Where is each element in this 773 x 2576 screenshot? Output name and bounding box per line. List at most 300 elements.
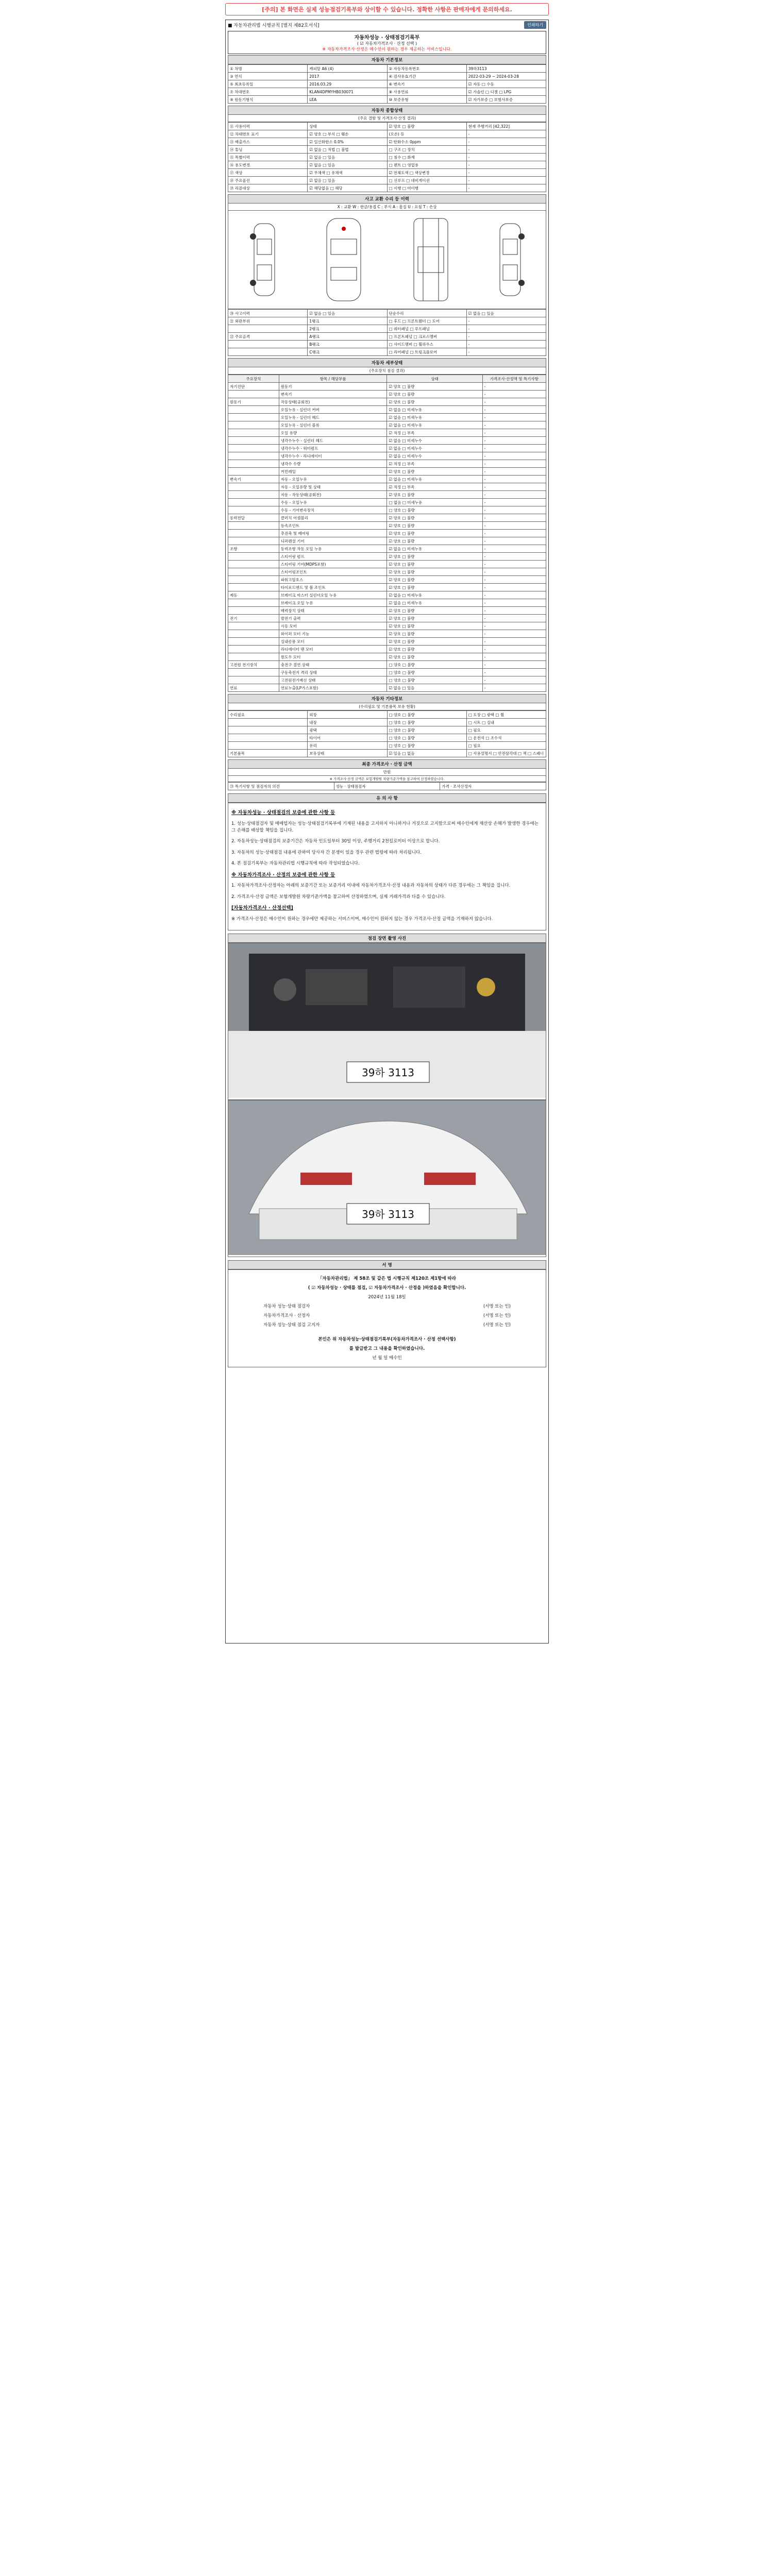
sign-text-1: 「자동차관리법」 제 58조 및 같은 법 시행규칙 제120조 제1항에 따라: [318, 1276, 456, 1281]
basic-info-cell: ⑩ 보증유형: [387, 96, 466, 104]
detail-cell: ☑ 없음 □ 미세누유: [387, 406, 482, 414]
options-cell: □ 사용설명서 □ 안전삼각대 □ 잭 □ 스패너: [466, 750, 546, 757]
signer-2-sign[interactable]: (서명 또는 인): [483, 1313, 511, 1318]
damage-cell: -: [466, 333, 546, 341]
detail-cell: [228, 576, 279, 584]
detail-cell: ☑ 양호 □ 불량: [387, 468, 482, 476]
status-cell: ☑ 일산화탄소 0.0%: [308, 138, 387, 146]
detail-column-header: 가격조사·산정액 및 특기사항: [482, 375, 546, 383]
print-button[interactable]: 인쇄하기: [524, 21, 546, 29]
options-row: [228, 726, 546, 734]
detail-cell: 자기진단: [228, 383, 279, 391]
detail-cell: -: [482, 615, 546, 622]
status-cell: □ 선루프 □ 네비게이션: [387, 177, 466, 184]
status-cell: 현재 주행거리 [42,322]: [466, 123, 546, 130]
damage-legend: X : 교환 W : 판금/용접 C : 부식 A : 흠집 U : 요철 T : 손상: [228, 204, 546, 211]
detail-cell: ☑ 양호 □ 불량: [387, 383, 482, 391]
detail-cell: 타이로드엔드 및 볼 조인트: [279, 584, 387, 591]
detail-cell: ☑ 없음 □ 미세누유: [387, 591, 482, 599]
price-section: [228, 759, 546, 790]
damage-cell: 1랭크: [308, 317, 387, 325]
detail-cell: ☑ 없음 □ 미세누수: [387, 452, 482, 460]
detail-row: [228, 661, 546, 669]
status-cell: ☑ 없음 □ 있음: [308, 161, 387, 169]
basic-info-cell: KLAN4DPMYHB030071: [308, 88, 387, 96]
detail-cell: 작동상태(공회전): [279, 398, 387, 406]
options-cell: □ 양호 □ 불량: [387, 726, 466, 734]
document-note: ※ 자동차가격조사·산정은 매수인이 원하는 경우 제공하는 서비스입니다.: [322, 47, 452, 52]
basic-info-cell: ⑧ 사용연료: [387, 88, 466, 96]
detail-cell: [228, 391, 279, 398]
notes-paragraph: 1. 자동차가격조사·산정자는 아래의 보증기간 또는 보증거리 이내에 자동차가격조사·산정 내용과 자동차의 상태가 다른 경우에는 그 책임을 집니다.: [231, 883, 511, 888]
detail-cell: □ 양호 □ 불량: [387, 676, 482, 684]
detail-row: [228, 615, 546, 622]
detail-cell: [228, 460, 279, 468]
detail-row: [228, 599, 546, 607]
status-row: [228, 169, 546, 177]
document-subtitle: ( ☑ 자동차가격조사 · 산정 선택 ): [357, 41, 417, 46]
detail-cell: -: [482, 460, 546, 468]
sign-footer-3: 년 월 일 매수인: [372, 1355, 402, 1361]
status-cell: ⑰ 색상: [228, 169, 308, 177]
basic-info-row: [228, 73, 546, 80]
damage-cell: □ 후드 □ 프론트휀더 □ 도어: [387, 317, 466, 325]
detail-cell: 연료누출(LP가스포함): [279, 684, 387, 692]
detail-cell: 원동기: [228, 398, 279, 406]
options-cell: 보유상태: [308, 750, 387, 757]
status-cell: ☑ 전체도색 □ 색상변경: [387, 169, 466, 177]
price-value: 만원: [228, 769, 546, 776]
status-cell: -: [466, 138, 546, 146]
basic-info-row: [228, 88, 546, 96]
notes-heading-3: [자동차가격조사 · 산정선택]: [231, 905, 293, 911]
options-subheader: (수리필요 및 기본품목 보유 현황): [228, 703, 546, 710]
detail-cell: -: [482, 561, 546, 568]
detail-cell: [228, 491, 279, 499]
detail-row: [228, 468, 546, 476]
detail-cell: 냉각수누수 - 워터펌프: [279, 445, 387, 452]
options-row: [228, 742, 546, 750]
basic-info-cell: ① 차명: [228, 65, 308, 73]
detail-table: [228, 375, 546, 692]
detail-cell: ☑ 양호 □ 불량: [387, 653, 482, 661]
basic-info-row: [228, 80, 546, 88]
options-cell: [228, 719, 308, 726]
status-cell: -: [466, 184, 546, 192]
detail-column-header: 주요장치: [228, 375, 279, 383]
detail-cell: ☑ 적정 □ 부족: [387, 429, 482, 437]
detail-cell: -: [482, 653, 546, 661]
options-cell: [228, 726, 308, 734]
status-cell: ☑ 무채색 □ 유채색: [308, 169, 387, 177]
detail-cell: 자동 - 작동상태(공회전): [279, 491, 387, 499]
options-cell: 기본품목: [228, 750, 308, 757]
options-row: [228, 750, 546, 757]
detail-cell: ☑ 양호 □ 불량: [387, 391, 482, 398]
options-cell: ☑ 있음 □ 없음: [387, 750, 466, 757]
signer-1-label: 자동차 성능·상태 점검자: [263, 1304, 310, 1309]
detail-cell: -: [482, 383, 546, 391]
detail-cell: 등속조인트: [279, 522, 387, 530]
signer-1-sign[interactable]: (서명 또는 인): [483, 1304, 511, 1309]
status-cell: ⑱ 주요옵션: [228, 177, 308, 184]
detail-cell: [228, 522, 279, 530]
notice-banner: [주의] 본 화면은 실제 성능점검기록부와 상이할 수 있습니다. 정확한 사항은 판매자에게 문의하세요.: [225, 3, 549, 15]
damage-row: [228, 317, 546, 325]
status-cell: ⑬ 배출가스: [228, 138, 308, 146]
detail-column-header: 항목 / 해당부품: [279, 375, 387, 383]
detail-cell: ☑ 없음 □ 미세누유: [387, 545, 482, 553]
detail-cell: ☑ 양호 □ 불량: [387, 646, 482, 653]
detail-cell: □ 양호 □ 불량: [387, 506, 482, 514]
detail-cell: [228, 653, 279, 661]
damage-section: [228, 194, 546, 356]
options-cell: [228, 742, 308, 750]
detail-cell: ☑ 양호 □ 불량: [387, 638, 482, 646]
basic-info-cell: ☑ 자동 □ 수동: [466, 80, 546, 88]
detail-cell: 파워고압호스: [279, 576, 387, 584]
damage-cell: □ 쿼터패널 □ 루프패널: [387, 325, 466, 333]
detail-cell: ☑ 없음 □ 미세누유: [387, 476, 482, 483]
detail-cell: -: [482, 414, 546, 421]
status-subheader: (주요 결함 및 가격조사·산정 결과): [228, 115, 546, 122]
damage-cell: -: [466, 317, 546, 325]
options-header: 자동차 기타정보: [228, 694, 546, 703]
detail-cell: [228, 646, 279, 653]
car-side-right-diagram: [495, 221, 526, 298]
basic-info-table: [228, 64, 546, 104]
detail-cell: 원동기: [279, 383, 387, 391]
notes-paragraph: 2. 가격조사·산정 금액은 보험개발원 차량기준가액을 참고하여 산정하였으며, 실제 거래가격과 다를 수 있습니다.: [231, 894, 446, 900]
detail-row: [228, 676, 546, 684]
price-note: ※ 가격조사·산정 금액은 보험개발원 차량기준가액을 참고하여 산정하였습니다.: [228, 776, 546, 782]
detail-cell: -: [482, 421, 546, 429]
detail-cell: -: [482, 522, 546, 530]
detail-cell: 충전구 절연 상태: [279, 661, 387, 669]
notes-paragraph: 1. 성능·상태점검자 및 매매업자는 성능·상태점검기록부에 기재된 내용을 고지하지 아니하거나 거짓으로 고지함으로써 매수인에게 재산상 손해가 발생한 경우에는 그 손해를 배상할 책임을 집니다.: [231, 821, 539, 833]
detail-row: [228, 506, 546, 514]
basic-info-cell: 2016.03.29: [308, 80, 387, 88]
basic-info-cell: 39하3113: [466, 65, 546, 73]
detail-cell: 고전원전기배선 상태: [279, 676, 387, 684]
basic-info-cell: 캐피탈 A6 (4): [308, 65, 387, 73]
detail-cell: -: [482, 530, 546, 537]
notes-header: 유 의 사 항: [228, 793, 546, 803]
damage-row: [228, 310, 546, 317]
detail-header: 자동차 세부상태: [228, 358, 546, 367]
options-cell: 외장: [308, 711, 387, 719]
car-top-diagram: [321, 216, 367, 303]
options-section: [228, 694, 546, 757]
detail-cell: 구동축전지 격리 상태: [279, 669, 387, 676]
status-cell: ☑ 없음 □ 있음: [308, 177, 387, 184]
damage-cell: C랭크: [308, 348, 387, 356]
detail-cell: -: [482, 576, 546, 584]
damage-cell: ☑ 없음 □ 있음: [308, 310, 387, 317]
detail-cell: [228, 638, 279, 646]
options-cell: □ 도장 □ 광택 □ 휠: [466, 711, 546, 719]
detail-cell: 발전기 출력: [279, 615, 387, 622]
options-table: [228, 710, 546, 757]
detail-cell: 전기: [228, 615, 279, 622]
photos-section: [226, 934, 548, 1257]
detail-row: [228, 537, 546, 545]
detail-cell: ☑ 양호 □ 불량: [387, 553, 482, 561]
detail-row: [228, 638, 546, 646]
detail-row: [228, 545, 546, 553]
damage-cell: □ 사이드멤버 □ 휠하우스: [387, 341, 466, 348]
detail-cell: ☑ 양호 □ 불량: [387, 561, 482, 568]
detail-row: [228, 445, 546, 452]
options-row: [228, 734, 546, 742]
detail-cell: -: [482, 568, 546, 576]
detail-cell: [228, 622, 279, 630]
detail-cell: 스티어링 기어(MDPS포함): [279, 561, 387, 568]
detail-cell: ☑ 양호 □ 불량: [387, 522, 482, 530]
detail-cell: -: [482, 445, 546, 452]
detail-cell: 라디에이터 팬 모터: [279, 646, 387, 653]
basic-info-cell: ⑨ 원동기형식: [228, 96, 308, 104]
status-cell: ☑ 없음 □ 적법 □ 불법: [308, 146, 387, 154]
detail-cell: [228, 499, 279, 506]
detail-cell: ☑ 양호 □ 불량: [387, 398, 482, 406]
detail-cell: ☑ 없음 □ 있음: [387, 684, 482, 692]
options-cell: □ 운전석 □ 조수석: [466, 734, 546, 742]
detail-cell: 시동 모터: [279, 622, 387, 630]
status-cell: -: [466, 169, 546, 177]
status-cell: ⑫ 차대번호 표기: [228, 130, 308, 138]
status-table: [228, 122, 546, 192]
detail-cell: ☑ 없음 □ 미세누수: [387, 445, 482, 452]
damage-cell: □ 프론트패널 □ 크로스멤버: [387, 333, 466, 341]
status-cell: □ 침수 □ 화재: [387, 154, 466, 161]
basic-info-cell: ⑤ 최초등록일: [228, 80, 308, 88]
detail-cell: -: [482, 622, 546, 630]
damage-cell: [228, 325, 308, 333]
detail-cell: -: [482, 630, 546, 638]
detail-cell: [228, 537, 279, 545]
detail-cell: □ 양호 □ 불량: [387, 661, 482, 669]
detail-cell: -: [482, 584, 546, 591]
detail-row: [228, 576, 546, 584]
document-title-box: [228, 31, 546, 54]
status-section: [228, 106, 546, 192]
detail-cell: 연료: [228, 684, 279, 692]
detail-row: [228, 646, 546, 653]
detail-cell: ☑ 양호 □ 불량: [387, 607, 482, 615]
detail-row: [228, 568, 546, 576]
status-row: [228, 123, 546, 130]
options-cell: □ 양호 □ 불량: [387, 719, 466, 726]
detail-row: [228, 460, 546, 468]
status-row: [228, 138, 546, 146]
detail-cell: -: [482, 491, 546, 499]
detail-cell: 클러치 어셈블리: [279, 514, 387, 522]
options-cell: 광택: [308, 726, 387, 734]
status-cell: 상태: [308, 123, 387, 130]
detail-cell: ☑ 양호 □ 불량: [387, 584, 482, 591]
plate-front-text: 39하 3113: [361, 1066, 415, 1079]
detail-row: [228, 491, 546, 499]
status-cell: □ 이행 □ 미이행: [387, 184, 466, 192]
basic-info-cell: ③ 연식: [228, 73, 308, 80]
damage-cell: ☑ 없음 □ 있음: [466, 310, 546, 317]
detail-row: [228, 653, 546, 661]
basic-info-cell: ☑ 가솔린 □ 디젤 □ LPG: [466, 88, 546, 96]
status-cell: -: [466, 154, 546, 161]
basic-info-cell: ⑥ 변속기: [387, 80, 466, 88]
detail-cell: [228, 414, 279, 421]
detail-cell: 오일누유 - 실린더 헤드: [279, 414, 387, 421]
status-row: [228, 154, 546, 161]
damage-cell: -: [466, 325, 546, 333]
detail-cell: 제동: [228, 591, 279, 599]
signer-3-label: 자동차 성능·상태 점검 고지자: [263, 1323, 320, 1328]
detail-row: [228, 553, 546, 561]
detail-cell: -: [482, 684, 546, 692]
detail-cell: -: [482, 452, 546, 460]
status-row: [228, 146, 546, 154]
detail-row: [228, 499, 546, 506]
detail-cell: 오일 유량: [279, 429, 387, 437]
detail-cell: [228, 468, 279, 476]
options-cell: 내장: [308, 719, 387, 726]
sign-footer-2: 를 발급받고 그 내용을 확인하였습니다.: [349, 1346, 425, 1351]
basic-info-cell: ☑ 자가보증 □ 보험사보증: [466, 96, 546, 104]
detail-cell: [228, 429, 279, 437]
detail-cell: 변속기: [279, 391, 387, 398]
signer-3-sign[interactable]: (서명 또는 인): [483, 1323, 511, 1328]
detail-cell: ☑ 양호 □ 불량: [387, 514, 482, 522]
detail-cell: -: [482, 506, 546, 514]
engine-bay-photo: [228, 943, 546, 1100]
damage-cell: ⑳ 사고이력: [228, 310, 308, 317]
status-row: [228, 177, 546, 184]
status-cell: ☑ 탄화수소 0ppm: [387, 138, 466, 146]
detail-row: [228, 414, 546, 421]
status-cell: -: [466, 161, 546, 169]
car-side-left-diagram: [249, 221, 280, 298]
options-cell: □ 필요: [466, 726, 546, 734]
detail-cell: -: [482, 468, 546, 476]
detail-cell: [228, 669, 279, 676]
status-cell: □ 렌트 □ 영업용: [387, 161, 466, 169]
sign-body: [228, 1269, 546, 1367]
options-cell: □ 양호 □ 불량: [387, 742, 466, 750]
detail-cell: ☑ 양호 □ 불량: [387, 491, 482, 499]
price-header: 최종 가격조사 · 산정 금액: [228, 759, 546, 769]
detail-cell: 스티어링조인트: [279, 568, 387, 576]
detail-cell: ☑ 양호 □ 불량: [387, 615, 482, 622]
detail-cell: -: [482, 599, 546, 607]
detail-cell: -: [482, 483, 546, 491]
damage-cell: A랭크: [308, 333, 387, 341]
basic-info-row: [228, 65, 546, 73]
detail-row: [228, 476, 546, 483]
detail-cell: ☑ 적정 □ 부족: [387, 460, 482, 468]
detail-row: [228, 584, 546, 591]
detail-row: [228, 429, 546, 437]
damage-cell: □ 리어패널 □ 트렁크플로어: [387, 348, 466, 356]
detail-cell: ☑ 없음 □ 미세누유: [387, 599, 482, 607]
document-header: [226, 20, 548, 30]
options-cell: □ 시트 □ 실내: [466, 719, 546, 726]
detail-row: [228, 514, 546, 522]
damage-row: [228, 341, 546, 348]
options-cell: [228, 734, 308, 742]
detail-cell: -: [482, 646, 546, 653]
detail-cell: ☑ 양호 □ 불량: [387, 530, 482, 537]
detail-row: [228, 622, 546, 630]
options-row: [228, 719, 546, 726]
detail-cell: 냉각수 수량: [279, 460, 387, 468]
detail-row: [228, 452, 546, 460]
detail-cell: 자동 - 오일유량 및 상태: [279, 483, 387, 491]
detail-cell: -: [482, 398, 546, 406]
detail-cell: -: [482, 676, 546, 684]
detail-cell: [228, 530, 279, 537]
detail-cell: □ 양호 □ 불량: [387, 669, 482, 676]
detail-cell: -: [482, 429, 546, 437]
basic-info-row: [228, 96, 546, 104]
detail-row: [228, 530, 546, 537]
options-cell: □ 양호 □ 불량: [387, 734, 466, 742]
detail-cell: -: [482, 669, 546, 676]
detail-cell: -: [482, 661, 546, 669]
detail-row: [228, 522, 546, 530]
detail-cell: 오일누유 - 실린더 커버: [279, 406, 387, 414]
detail-cell: 실내송풍 모터: [279, 638, 387, 646]
detail-cell: [228, 561, 279, 568]
detail-cell: [228, 584, 279, 591]
sign-section: [226, 1260, 548, 1367]
notes-body: [228, 803, 546, 930]
detail-cell: 커먼레일: [279, 468, 387, 476]
detail-cell: 변속기: [228, 476, 279, 483]
detail-cell: 브레이크 오일 누유: [279, 599, 387, 607]
detail-row: [228, 669, 546, 676]
damage-row: [228, 333, 546, 341]
damage-cell: -: [466, 348, 546, 356]
detail-cell: -: [482, 499, 546, 506]
status-cell: ☑ 해당없음 □ 해당: [308, 184, 387, 192]
detail-cell: 추진축 및 베어링: [279, 530, 387, 537]
detail-row: [228, 561, 546, 568]
status-cell: ☑ 양호 □ 불량: [387, 123, 466, 130]
damage-header: 사고 교환 수리 등 이력: [228, 194, 546, 204]
detail-cell: ☑ 없음 □ 미세누유: [387, 414, 482, 421]
notes-heading-1: ※ 자동차성능 · 상태점검의 보증에 관한 사항 등: [231, 810, 335, 816]
detail-row: [228, 421, 546, 429]
basic-info-cell: 2017: [308, 73, 387, 80]
status-cell: □ 구조 □ 장치: [387, 146, 466, 154]
detail-row: [228, 437, 546, 445]
detail-cell: [228, 506, 279, 514]
detail-cell: ☑ 양호 □ 불량: [387, 568, 482, 576]
status-cell: ⑪ 사용이력: [228, 123, 308, 130]
detail-cell: 동력전달: [228, 514, 279, 522]
options-cell: □ 필요: [466, 742, 546, 750]
detail-cell: 냉각수누수 - 실린더 헤드: [279, 437, 387, 445]
options-cell: □ 양호 □ 불량: [387, 711, 466, 719]
inspection-document: [225, 20, 549, 1643]
basic-info-cell: ④ 검사유효기간: [387, 73, 466, 80]
detail-cell: -: [482, 406, 546, 414]
basic-info-cell: 2022-03-29 ~ 2024-03-28: [466, 73, 546, 80]
detail-cell: -: [482, 638, 546, 646]
detail-cell: -: [482, 437, 546, 445]
damage-cell: [228, 341, 308, 348]
